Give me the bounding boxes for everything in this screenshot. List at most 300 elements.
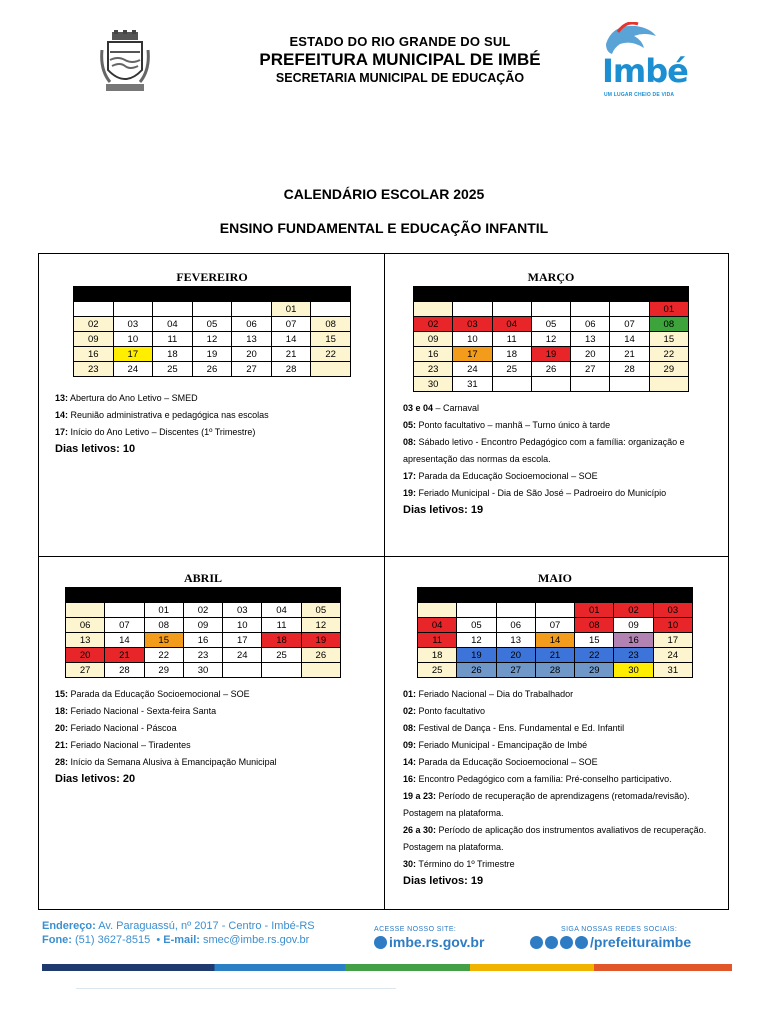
note-item — [55, 737, 375, 754]
day-cell: 07 — [535, 618, 574, 633]
day-cell: 05 — [301, 603, 340, 618]
day-cell: 27 — [66, 663, 105, 678]
logo-tagline: UM LUGAR CHEIO DE VIDA — [604, 92, 675, 98]
note-date: 17: — [55, 427, 69, 437]
day-cell — [113, 302, 153, 317]
day-cell: 20 — [496, 648, 535, 663]
weekday-header-cell — [153, 287, 193, 302]
day-cell — [496, 603, 535, 618]
day-cell: 28 — [535, 663, 574, 678]
day-cell: 18 — [262, 633, 301, 648]
note-date: 19 a 23: — [403, 791, 437, 801]
day-cell: 27 — [571, 362, 610, 377]
day-cell — [301, 663, 340, 678]
day-cell — [457, 603, 496, 618]
weekday-header-cell — [66, 588, 105, 603]
day-cell: 27 — [496, 663, 535, 678]
day-cell: 25 — [262, 648, 301, 663]
day-cell: 16 — [414, 347, 453, 362]
week-row — [66, 663, 341, 678]
note-text: Feriado Municipal - Emancipação de Imbé — [416, 740, 588, 750]
week-row — [66, 603, 341, 618]
day-cell: 12 — [301, 618, 340, 633]
day-cell — [192, 302, 232, 317]
note-item — [403, 856, 723, 873]
note-item — [403, 468, 723, 485]
day-cell: 13 — [571, 332, 610, 347]
day-cell: 02 — [74, 317, 114, 332]
day-cell: 10 — [223, 618, 262, 633]
school-days-count: Dias letivos: 20 — [55, 773, 136, 785]
day-cell — [649, 377, 688, 392]
day-cell: 26 — [457, 663, 496, 678]
week-row — [414, 317, 689, 332]
day-cell — [223, 663, 262, 678]
day-cell: 23 — [74, 362, 114, 377]
week-row — [66, 633, 341, 648]
note-date: 20: — [55, 723, 69, 733]
day-cell — [232, 302, 272, 317]
note-date: 03 e 04 — [403, 403, 434, 413]
page-header — [0, 22, 768, 102]
day-cell: 16 — [614, 633, 653, 648]
site-url[interactable]: imbe.rs.gov.br — [389, 934, 485, 950]
month-title-fevereiro: FEVEREIRO — [176, 270, 248, 284]
day-cell: 19 — [301, 633, 340, 648]
note-date: 30: — [403, 859, 417, 869]
weekday-header-cell — [74, 287, 114, 302]
month-title-abril: ABRIL — [183, 571, 222, 585]
day-cell: 22 — [311, 347, 351, 362]
week-row — [74, 362, 351, 377]
day-cell — [153, 302, 193, 317]
day-cell — [66, 603, 105, 618]
day-cell: 15 — [144, 633, 183, 648]
day-cell: 25 — [418, 663, 457, 678]
youtube-icon[interactable] — [575, 936, 588, 949]
department-name: SECRETARIA MUNICIPAL DE EDUCAÇÃO — [275, 71, 525, 85]
facebook-icon[interactable] — [530, 936, 543, 949]
day-cell: 26 — [192, 362, 232, 377]
day-cell — [492, 302, 531, 317]
email-label: E-mail: — [163, 934, 200, 946]
coat-of-arms-icon — [100, 30, 150, 96]
note-item — [403, 737, 723, 754]
note-date: 08: — [403, 437, 417, 447]
note-text: Ponto facultativo – manhã – Turno único à tarde — [416, 420, 611, 430]
note-item — [403, 771, 723, 788]
note-text: Parada da Educação Socioemocional – SOE — [68, 689, 250, 699]
weekday-header-cell — [653, 588, 692, 603]
day-cell: 28 — [105, 663, 144, 678]
day-cell: 13 — [232, 332, 272, 347]
day-cell: 10 — [113, 332, 153, 347]
day-cell — [610, 302, 649, 317]
day-cell — [453, 302, 492, 317]
note-item — [55, 407, 375, 424]
day-cell: 06 — [496, 618, 535, 633]
social-links[interactable] — [530, 934, 691, 950]
day-cell: 28 — [610, 362, 649, 377]
day-cell — [531, 302, 570, 317]
day-cell: 05 — [457, 618, 496, 633]
day-cell: 19 — [531, 347, 570, 362]
month-title-maio: MAIO — [538, 571, 572, 585]
day-cell — [311, 302, 351, 317]
day-cell: 24 — [223, 648, 262, 663]
day-cell: 29 — [144, 663, 183, 678]
day-cell: 12 — [192, 332, 232, 347]
day-cell: 07 — [610, 317, 649, 332]
week-row — [418, 603, 693, 618]
weekday-header-cell — [192, 287, 232, 302]
day-cell: 09 — [74, 332, 114, 347]
day-cell: 28 — [271, 362, 311, 377]
day-cell: 20 — [66, 648, 105, 663]
week-row — [418, 663, 693, 678]
phone-label: Fone: — [42, 934, 72, 946]
month-notes-maio — [403, 686, 723, 890]
day-cell: 11 — [492, 332, 531, 347]
day-cell: 01 — [144, 603, 183, 618]
day-cell: 01 — [649, 302, 688, 317]
day-cell: 08 — [311, 317, 351, 332]
day-cell: 06 — [571, 317, 610, 332]
phone-value: (51) 3627-8515 — [71, 934, 151, 946]
week-row — [66, 618, 341, 633]
day-cell: 22 — [144, 648, 183, 663]
day-cell: 18 — [153, 347, 193, 362]
weekday-header-row — [66, 588, 341, 603]
weekday-header-cell — [571, 287, 610, 302]
day-cell: 30 — [414, 377, 453, 392]
day-cell — [535, 603, 574, 618]
note-item — [55, 754, 375, 771]
day-cell: 08 — [575, 618, 614, 633]
day-cell: 02 — [414, 317, 453, 332]
week-row — [74, 332, 351, 347]
day-cell: 03 — [113, 317, 153, 332]
note-item — [403, 434, 723, 468]
day-cell: 07 — [271, 317, 311, 332]
day-cell: 17 — [113, 347, 153, 362]
note-date: 13: — [55, 393, 69, 403]
logo-wordmark: Imbé — [602, 52, 688, 90]
note-text: Período de recuperação de aprendizagens (retomada/revisão). Postagem na plataforma. — [403, 791, 690, 818]
weekday-header-cell — [535, 588, 574, 603]
note-item — [403, 417, 723, 434]
play-icon — [374, 936, 387, 949]
weekday-header-cell — [492, 287, 531, 302]
weekday-header-row — [74, 287, 351, 302]
weekday-header-row — [418, 588, 693, 603]
note-date: 08: — [403, 723, 417, 733]
day-cell: 19 — [457, 648, 496, 663]
note-text: Festival de Dança - Ens. Fundamental e Ed. Infantil — [416, 723, 625, 733]
day-cell: 22 — [649, 347, 688, 362]
day-cell: 23 — [183, 648, 222, 663]
weekday-header-cell — [113, 287, 153, 302]
day-cell: 26 — [531, 362, 570, 377]
weekday-header-cell — [531, 287, 570, 302]
note-text: Feriado Nacional – Dia do Trabalhador — [416, 689, 574, 699]
note-text: Feriado Nacional – Tiradentes — [68, 740, 191, 750]
day-cell: 10 — [653, 618, 692, 633]
day-cell: 08 — [144, 618, 183, 633]
grid-divider-vertical — [384, 254, 385, 909]
week-row — [418, 633, 693, 648]
day-cell: 05 — [531, 317, 570, 332]
note-item — [403, 754, 723, 771]
day-cell: 09 — [614, 618, 653, 633]
day-cell: 10 — [453, 332, 492, 347]
note-item — [55, 703, 375, 720]
day-cell: 09 — [414, 332, 453, 347]
day-cell: 15 — [575, 633, 614, 648]
note-item — [55, 686, 375, 703]
school-days-count: Dias letivos: 19 — [403, 504, 484, 516]
day-cell: 14 — [271, 332, 311, 347]
day-cell: 25 — [492, 362, 531, 377]
day-cell: 04 — [262, 603, 301, 618]
day-cell — [311, 362, 351, 377]
day-cell: 13 — [66, 633, 105, 648]
day-cell: 20 — [232, 347, 272, 362]
note-date: 14: — [55, 410, 69, 420]
day-cell: 02 — [183, 603, 222, 618]
day-cell — [414, 302, 453, 317]
day-cell: 30 — [614, 663, 653, 678]
day-cell: 29 — [649, 362, 688, 377]
week-row — [74, 347, 351, 362]
week-row — [66, 648, 341, 663]
day-cell — [571, 302, 610, 317]
note-date: 15: — [55, 689, 69, 699]
calendar-grid — [38, 253, 729, 910]
week-row — [418, 648, 693, 663]
week-row — [414, 377, 689, 392]
day-cell: 01 — [271, 302, 311, 317]
day-cell: 22 — [575, 648, 614, 663]
weekday-header-cell — [144, 588, 183, 603]
week-row — [414, 347, 689, 362]
day-cell — [262, 663, 301, 678]
day-cell: 04 — [418, 618, 457, 633]
day-cell: 21 — [610, 347, 649, 362]
note-text: Encontro Pedagógico com a família: Pré-conselho participativo. — [416, 774, 672, 784]
note-date: 01: — [403, 689, 417, 699]
day-cell: 25 — [153, 362, 193, 377]
note-date: 05: — [403, 420, 417, 430]
weekday-header-row — [414, 287, 689, 302]
note-text: Início do Ano Letivo – Discentes (1º Trimestre) — [68, 427, 256, 437]
month-calendar-fevereiro — [73, 286, 351, 377]
day-cell: 30 — [183, 663, 222, 678]
day-cell: 03 — [653, 603, 692, 618]
note-date: 16: — [403, 774, 417, 784]
footer-address — [42, 920, 315, 932]
day-cell: 21 — [105, 648, 144, 663]
day-cell: 12 — [457, 633, 496, 648]
weekday-header-cell — [418, 588, 457, 603]
day-cell: 15 — [649, 332, 688, 347]
day-cell: 24 — [453, 362, 492, 377]
twitter-icon[interactable] — [560, 936, 573, 949]
note-item — [403, 788, 723, 822]
day-cell: 03 — [453, 317, 492, 332]
day-cell: 21 — [535, 648, 574, 663]
week-row — [418, 618, 693, 633]
day-cell: 12 — [531, 332, 570, 347]
day-cell: 23 — [414, 362, 453, 377]
day-cell: 14 — [535, 633, 574, 648]
week-row — [414, 332, 689, 347]
month-calendar-marco — [413, 286, 689, 392]
day-cell — [492, 377, 531, 392]
day-cell: 23 — [614, 648, 653, 663]
note-text: Período de aplicação dos instrumentos avaliativos de recuperação. Postagem na plataforma. — [403, 825, 707, 852]
day-cell: 14 — [610, 332, 649, 347]
note-item — [403, 703, 723, 720]
weekday-header-cell — [610, 287, 649, 302]
page-footer — [38, 912, 732, 972]
day-cell: 26 — [301, 648, 340, 663]
weekday-header-cell — [453, 287, 492, 302]
week-row — [74, 302, 351, 317]
day-cell: 01 — [575, 603, 614, 618]
day-cell: 04 — [492, 317, 531, 332]
note-item — [55, 390, 375, 407]
weekday-header-cell — [271, 287, 311, 302]
note-date: 28: — [55, 757, 69, 767]
social-caption: SIGA NOSSAS REDES SOCIAIS: — [561, 926, 678, 933]
note-item — [403, 485, 723, 502]
week-row — [414, 302, 689, 317]
day-cell — [105, 603, 144, 618]
social-handle[interactable]: /prefeituraimbe — [590, 934, 692, 950]
email-value[interactable]: smec@imbe.rs.gov.br — [199, 934, 310, 946]
day-cell: 21 — [271, 347, 311, 362]
weekday-header-cell — [232, 287, 272, 302]
note-item — [403, 400, 723, 417]
week-row — [414, 362, 689, 377]
day-cell: 16 — [183, 633, 222, 648]
weekday-header-cell — [649, 287, 688, 302]
day-cell: 17 — [453, 347, 492, 362]
weekday-header-cell — [457, 588, 496, 603]
footer-color-bar — [42, 964, 732, 971]
weekday-header-cell — [105, 588, 144, 603]
weekday-header-cell — [223, 588, 262, 603]
note-date: 26 a 30: — [403, 825, 437, 835]
school-days-count: Dias letivos: 19 — [403, 875, 484, 887]
weekday-header-cell — [496, 588, 535, 603]
footer-rule — [76, 988, 396, 989]
day-cell: 02 — [614, 603, 653, 618]
note-item — [55, 720, 375, 737]
day-cell: 17 — [653, 633, 692, 648]
note-date: 02: — [403, 706, 417, 716]
week-row — [74, 317, 351, 332]
day-cell: 19 — [192, 347, 232, 362]
day-cell: 16 — [74, 347, 114, 362]
address-value: Av. Paraguassú, nº 2017 - Centro - Imbé-RS — [95, 920, 315, 932]
note-text: Parada da Educação Socioemocional – SOE — [416, 757, 598, 767]
weekday-header-cell — [262, 588, 301, 603]
day-cell — [610, 377, 649, 392]
note-item — [403, 822, 723, 856]
note-item — [55, 424, 375, 441]
note-date: 14: — [403, 757, 417, 767]
day-cell: 07 — [105, 618, 144, 633]
day-cell: 18 — [492, 347, 531, 362]
month-calendar-abril — [65, 587, 341, 678]
day-cell: 11 — [153, 332, 193, 347]
day-cell: 31 — [653, 663, 692, 678]
note-date: 09: — [403, 740, 417, 750]
note-date: 21: — [55, 740, 69, 750]
note-text: Abertura do Ano Letivo – SMED — [68, 393, 198, 403]
note-text: Ponto facultativo — [416, 706, 486, 716]
weekday-header-cell — [575, 588, 614, 603]
footer-contact: Fone: (51) 3627-8515 • E-mail: smec@imbe.rs.gov.br — [42, 934, 310, 946]
day-cell: 06 — [232, 317, 272, 332]
day-cell: 18 — [418, 648, 457, 663]
day-cell — [418, 603, 457, 618]
day-cell: 24 — [653, 648, 692, 663]
note-text: Feriado Nacional - Sexta-feira Santa — [68, 706, 217, 716]
state-name: ESTADO DO RIO GRANDE DO SUL — [289, 34, 511, 49]
day-cell: 04 — [153, 317, 193, 332]
day-cell: 31 — [453, 377, 492, 392]
month-notes-marco — [403, 400, 723, 519]
weekday-header-cell — [311, 287, 351, 302]
day-cell: 14 — [105, 633, 144, 648]
page-subtitle: ENSINO FUNDAMENTAL E EDUCAÇÃO INFANTIL — [219, 220, 549, 236]
day-cell: 03 — [223, 603, 262, 618]
site-link[interactable] — [374, 934, 484, 950]
note-text: Feriado Nacional - Páscoa — [68, 723, 177, 733]
note-item — [403, 720, 723, 737]
day-cell: 08 — [649, 317, 688, 332]
month-calendar-maio — [417, 587, 693, 678]
day-cell: 05 — [192, 317, 232, 332]
day-cell — [571, 377, 610, 392]
note-text: Término do 1º Trimestre — [416, 859, 515, 869]
month-notes-fevereiro — [55, 390, 375, 458]
day-cell: 09 — [183, 618, 222, 633]
month-title-marco: MARÇO — [527, 270, 575, 284]
note-text: Feriado Municipal - Dia de São José – Padroeiro do Município — [416, 488, 667, 498]
weekday-header-cell — [614, 588, 653, 603]
note-date: 19: — [403, 488, 417, 498]
day-cell: 17 — [223, 633, 262, 648]
month-notes-abril — [55, 686, 375, 788]
school-days-count: Dias letivos: 10 — [55, 443, 136, 455]
day-cell — [531, 377, 570, 392]
day-cell: 24 — [113, 362, 153, 377]
day-cell: 27 — [232, 362, 272, 377]
site-caption: ACESSE NOSSO SITE: — [374, 926, 457, 933]
note-item — [403, 686, 723, 703]
grid-divider-horizontal — [39, 556, 728, 557]
day-cell: 29 — [575, 663, 614, 678]
weekday-header-cell — [301, 588, 340, 603]
note-date: 18: — [55, 706, 69, 716]
note-text: – Carnaval — [433, 403, 480, 413]
instagram-icon[interactable] — [545, 936, 558, 949]
day-cell: 06 — [66, 618, 105, 633]
